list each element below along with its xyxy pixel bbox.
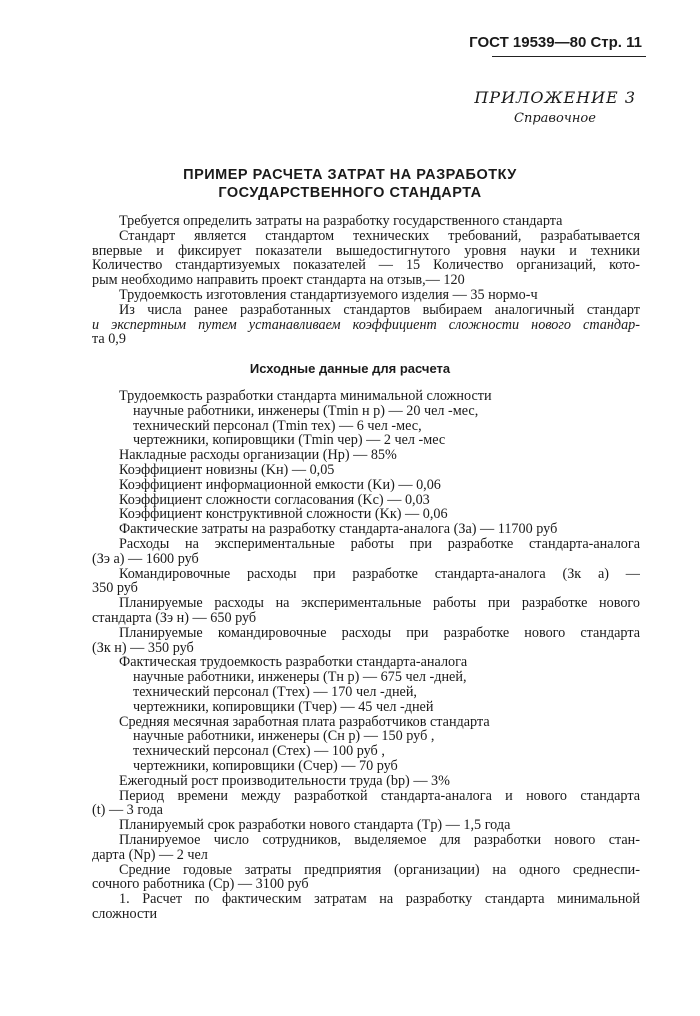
text-line: технический персонал (Tmin тех) — 6 чел -мес, [133, 418, 422, 434]
text-line: Накладные расходы организации (Hр) — 85% [119, 448, 397, 463]
title-line: ГОСУДАРСТВЕННОГО СТАНДАРТА [218, 185, 482, 201]
header-rule [492, 56, 646, 57]
text-line: Коэффициент конструктивной сложности (Kк) — 0,06 [119, 507, 448, 523]
text-line: научные работники, инженеры (Tн р) — 675 чел -дней, [133, 670, 467, 685]
text-line: Планируемые расходы на экспериментальные работы при разработке нового [119, 596, 640, 611]
text-line: Из числа ранее разработанных стандартов выбираем аналогичный стандарт [119, 302, 640, 318]
text-line: Планируемые командировочные расходы при разработке нового стандарта [119, 625, 640, 641]
text-line: и экспертным путем устанавливаем коэффициент сложности нового стандар- [92, 317, 640, 333]
text-line: Расходы на экспериментальные работы при разработке стандарта-аналога [119, 536, 640, 552]
text-line: сочного работника (Cр) — 3100 руб [92, 877, 309, 893]
text-line: Период времени между разработкой стандарта-аналога и нового стандарта [119, 788, 640, 804]
text-line: (t) — 3 года [92, 803, 163, 819]
intro-section [92, 214, 640, 347]
text-line: технический персонал (Tтех) — 170 чел -дней, [133, 684, 417, 700]
text-line: Планируемое число сотрудников, выделяемое для разработки нового стан- [119, 832, 640, 848]
text-line: 350 руб [92, 581, 138, 597]
appendix-label: ПРИЛОЖЕНИЕ 3 [474, 88, 636, 107]
text-line: Трудоемкость изготовления стандартизуемого изделия — 35 нормо-ч [119, 287, 538, 303]
text-line: впервые и фиксирует показатели вышедостигнутого уровня науки и техники [92, 243, 640, 259]
text-line: Фактическая трудоемкость разработки стандарта-аналога [119, 655, 468, 671]
text-line: чертежники, копировщики (Cчер) — 70 руб [133, 758, 398, 774]
text-line: Ежегодный рост производительности труда (bр) — 3% [119, 773, 450, 789]
title-line: ПРИМЕР РАСЧЕТА ЗАТРАТ НА РАЗРАБОТКУ [183, 167, 517, 183]
text-line: сложности [92, 906, 158, 922]
text-line: Коэффициент сложности согласования (Kс) — 0,03 [119, 492, 430, 508]
appendix-note: Справочное [514, 111, 596, 126]
text-line: дарта (Nр) — 2 чел [92, 847, 208, 863]
text-line: Средние годовые затраты предприятия (организации) на одного среднеспи- [119, 862, 640, 878]
text-line: та 0,9 [92, 332, 126, 348]
text-line: Средняя месячная заработная плата разработчиков стандарта [119, 714, 490, 730]
document-title [0, 166, 700, 202]
input-data-section [92, 389, 640, 922]
text-line: 1. Расчет по фактическим затратам на разработку стандарта минимальной [119, 892, 640, 907]
text-line: научные работники, инженеры (Cн р) — 150 руб , [133, 729, 435, 745]
text-line: Требуется определить затраты на разработку государственного стандарта [119, 214, 563, 229]
text-line: Планируемый срок разработки нового стандарта (Tр) — 1,5 года [119, 818, 511, 833]
text-line: научные работники, инженеры (Tmin н р) — 20 чел -мес, [133, 403, 479, 419]
text-line: Командировочные расходы при разработке стандарта-аналога (Зк а) — [119, 566, 640, 582]
text-line: Стандарт является стандартом технических требований, разрабатывается [119, 228, 640, 244]
text-line: Трудоемкость разработки стандарта минимальной сложности [119, 389, 492, 404]
page-header: ГОСТ 19539—80 Стр. 11 [469, 34, 642, 51]
section-heading: Исходные данные для расчета [249, 361, 451, 376]
text-line: (Зк н) — 350 руб [92, 640, 194, 656]
text-line: технический персонал (Cтех) — 100 руб , [133, 744, 385, 759]
text-line: Фактические затраты на разработку стандарта-аналога (За) — 11700 руб [119, 522, 558, 537]
text-line: (Зэ а) — 1600 руб [92, 551, 199, 567]
text-line: чертежники, копировщики (Tmin чер) — 2 чел -мес [133, 433, 446, 449]
text-line: Коэффициент информационной емкости (Kи) — 0,06 [119, 477, 441, 493]
text-line: чертежники, копировщики (Tчер) — 45 чел -дней [133, 699, 434, 715]
text-line: Коэффициент новизны (Kн) — 0,05 [119, 462, 335, 478]
text-line: стандарта (Зэ н) — 650 руб [92, 610, 257, 626]
text-line: рым необходимо направить проект стандарта на отзыв,— 120 [92, 273, 465, 288]
text-line: Количество стандартизуемых показателей — 15 Количество организаций, кото- [92, 258, 640, 274]
